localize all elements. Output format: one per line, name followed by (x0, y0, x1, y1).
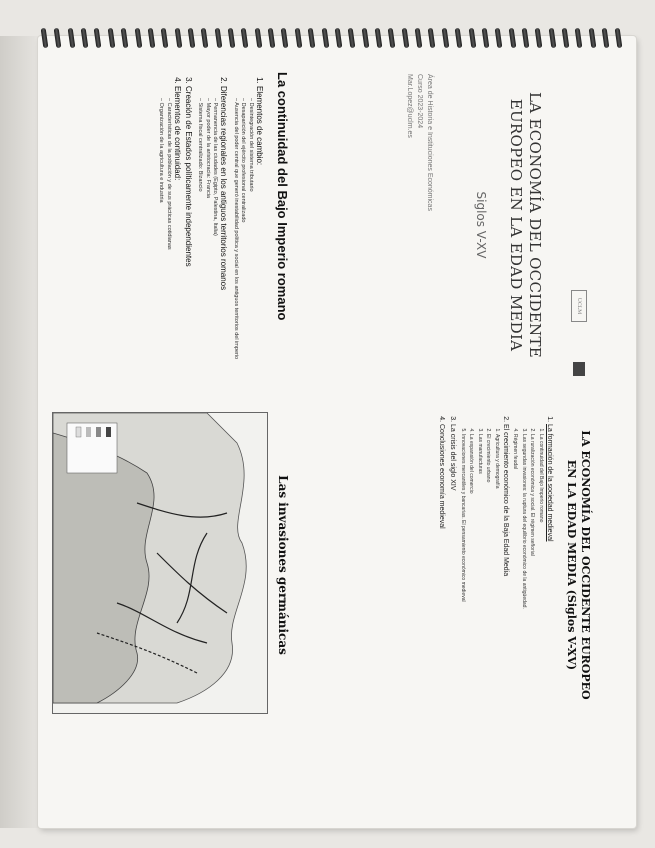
cover-subtitle: Siglos V-XV (474, 191, 488, 259)
spiral-coil (107, 28, 115, 49)
spiral-coil (54, 28, 62, 49)
index-list (438, 414, 555, 716)
faculty-logo (573, 362, 585, 376)
spiral-coil (388, 28, 396, 49)
index-subitem: 1. La continuidad del Bajo Imperio romano (538, 434, 545, 716)
index-subitem: 2. El crecimiento urbano (485, 434, 492, 716)
spiral-coil (575, 28, 583, 49)
spiral-coil (361, 28, 369, 49)
spiral-coil (201, 28, 209, 49)
index-item: 4. Conclusiones economía medieval (438, 424, 447, 716)
spiral-coil (481, 28, 489, 49)
spiral-coil (254, 28, 262, 49)
spiral-coil (401, 28, 409, 49)
spiral-coil (294, 28, 302, 49)
section-item: 2. Diferencias regionales en los antiguos territorios romanos – Permanencia de las ciudades (Egipto, Palestina, Italia) – Mayor poder de la aristocracia: Francia – Sistema fiscal centralizado: Bizancio (196, 86, 230, 378)
spiral-coil (188, 28, 196, 49)
index-subitem: 1. Agricultura y demografía (494, 434, 501, 716)
spiral-coil (468, 28, 476, 49)
spiral-coil (174, 28, 182, 49)
section-item: 3. Creación de Estados políticamente independientes (183, 86, 194, 378)
index-subitem: 4. Régimen feudal (512, 434, 519, 716)
spiral-coil (615, 28, 623, 49)
index-slide (340, 400, 602, 730)
bajo-imperio-slide (40, 60, 302, 390)
spiral-coil (241, 28, 249, 49)
spiral-coil (308, 28, 316, 49)
spiral-coil (548, 28, 556, 49)
spiral-coil (148, 28, 156, 49)
spiral-binding (42, 28, 622, 52)
slide-title: Las invasiones germánicas (276, 475, 290, 655)
spiral-coil (375, 28, 383, 49)
university-logo: UCLM (571, 290, 587, 322)
spiral-coil (228, 28, 236, 49)
spiral-coil (121, 28, 129, 49)
spiral-coil (522, 28, 530, 49)
spiral-coil (535, 28, 543, 49)
index-subitem: 4. La expansión del comercio (468, 434, 475, 716)
bullet-item: – Desintegración del sistema tributario (247, 98, 255, 378)
spiral-coil (602, 28, 610, 49)
bajo-imperio-list (157, 72, 265, 378)
invasions-map (52, 412, 268, 714)
cover-title: LA ECONOMÍA DEL OCCIDENTE EUROPEO EN LA EDAD MEDIA (507, 91, 544, 359)
spiral-coil (588, 28, 596, 49)
spiral-coil (495, 28, 503, 49)
spiral-coil (321, 28, 329, 49)
bullet-item: – Características de la población y de sus prácticas cotidianas (165, 98, 173, 378)
spiral-coil (428, 28, 436, 49)
section-item: 4. Elementos de continuidad: – Características de la población y de sus prácticas cotidianas – Organización de la agricultura e industria (157, 86, 183, 378)
bullet-item: – Sistema fiscal centralizado: Bizancio (196, 98, 204, 378)
spiral-coil (94, 28, 102, 49)
spiral-coil (134, 28, 142, 49)
logos (566, 74, 592, 376)
index-item: 3. La crisis del siglo XIV (449, 424, 458, 716)
bullet-item: – Permanencia de las ciudades (Egipto, Palestina, Italia) (211, 98, 219, 378)
index-item: 1. La formación de la sociedad medieval 1. La continuidad del Bajo Imperio romano 2. La ruralización económica y social. El régimen señorial 3. Las segundas invasiones: la ruptura del equilibrio económico de la antigüedad. 4. Régimen feudal (512, 424, 554, 716)
spiral-coil (508, 28, 516, 49)
spiral-coil (281, 28, 289, 49)
spiral-coil (67, 28, 75, 49)
spiral-coil (41, 28, 49, 49)
spiral-coil (562, 28, 570, 49)
spiral-coil (268, 28, 276, 49)
index-subitem: 3. Las segundas invasiones: la ruptura del equilibrio económico de la antigüedad. (521, 434, 528, 716)
spiral-coil (161, 28, 169, 49)
bullet-item: – Mayor poder de la aristocracia: Francia (204, 98, 212, 378)
index-subitem: 3. Las manufacturas (477, 434, 484, 716)
binder-edge (0, 36, 38, 828)
spiral-coil (214, 28, 222, 49)
bullet-item: – Organización de la agricultura e industria (157, 98, 165, 378)
spiral-coil (441, 28, 449, 49)
cover-slide (340, 60, 602, 390)
index-item: 2. El crecimiento económico de la Baja Edad Media 1. Agricultura y demografía 2. El crecimiento urbano 3. Las manufacturas 4. La expansión del comercio 5. Innovaciones mercantiles y bancarias. El pensamiento económico medieval (460, 424, 511, 716)
spiral-coil (415, 28, 423, 49)
invasiones-slide (40, 400, 302, 730)
spiral-coil (81, 28, 89, 49)
cover-meta: Área de Historia e Instituciones Económicas Curso 2023-2024 Mar.Lopez@uclm.es (406, 74, 433, 211)
slide-title: La continuidad del Bajo Imperio romano (275, 72, 290, 321)
spiral-coil (348, 28, 356, 49)
index-title: LA ECONOMÍA DEL OCCIDENTE EUROPEO EN LA EDAD MEDIA (Siglos V-XV) (565, 430, 592, 700)
section-item: 1. Elementos de cambio: – Desintegración del sistema tributario – Desaparición del ejército profesional centralizado – Ausencia del poder central que generó inestabilidad política y social en los antiguos territorios del imperio (232, 86, 266, 378)
bullet-item: – Desaparición del ejército profesional centralizado (239, 98, 247, 378)
spiral-coil (455, 28, 463, 49)
bullet-item: – Ausencia del poder central que generó inestabilidad política y social en los antiguos territorios del imperio (232, 98, 240, 378)
index-subitem: 5. Innovaciones mercantiles y bancarias. El pensamiento económico medieval (460, 434, 467, 716)
spiral-coil (335, 28, 343, 49)
index-subitem: 2. La ruralización económica y social. El régimen señorial (529, 434, 536, 716)
